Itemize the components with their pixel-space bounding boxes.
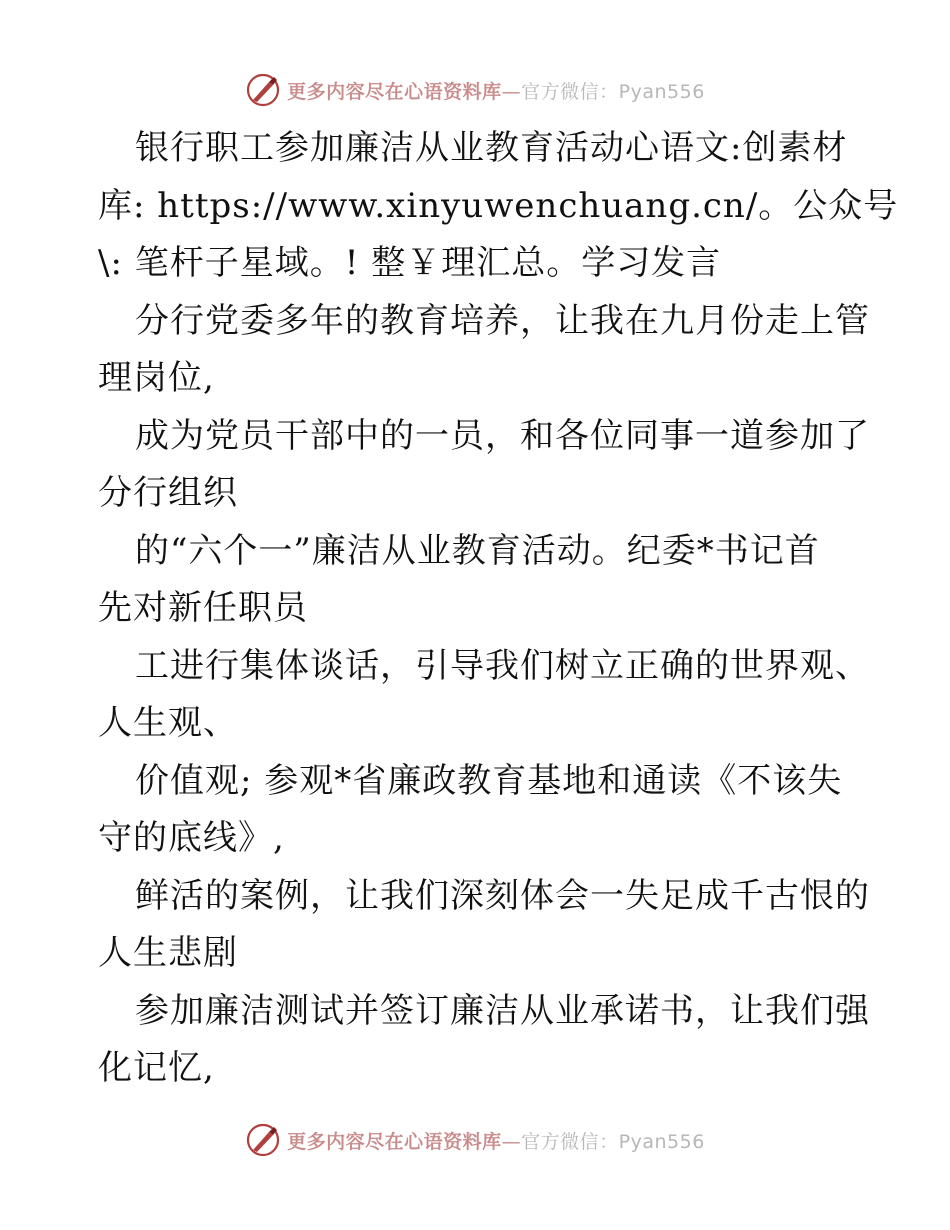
footer-banner <box>0 1120 950 1160</box>
text-line: 成为党员干部中的一员，和各位同事一道参加了 <box>135 415 870 456</box>
text-line: 库: https://www.xinyuwenchuang.cn/。公众号 <box>98 185 899 226</box>
text-line: 理岗位, <box>98 358 215 398</box>
fountain-pen-logo-icon <box>245 1122 281 1158</box>
text-line: 人生观、 <box>98 703 238 743</box>
text-line: 守的底线》, <box>98 818 285 858</box>
banner-text: 更多内容尽在心语资料库—官方微信：Pyan556 <box>287 1130 705 1153</box>
banner-text: 更多内容尽在心语资料库—官方微信：Pyan556 <box>287 80 705 103</box>
text-line: 参加廉洁测试并签订廉洁从业承诺书，让我们强 <box>135 990 870 1031</box>
text-line: 工进行集体谈话，引导我们树立正确的世界观、 <box>135 645 870 686</box>
text-line: 化记忆, <box>98 1048 215 1088</box>
text-line: 先对新任职员 <box>98 588 308 628</box>
text-line: 分行组织 <box>98 473 238 513</box>
text-line: 价值观; 参观*省廉政教育基地和通读《不该失 <box>135 760 843 801</box>
text-line: 的“六个一”廉洁从业教育活动。纪委*书记首 <box>135 530 820 571</box>
text-line: 银行职工参加廉洁从业教育活动心语文:创素材 <box>135 128 848 168</box>
document-body <box>98 120 899 1098</box>
fountain-pen-logo-icon <box>245 72 281 108</box>
text-line: \: 笔杆子星域。! 整￥理汇总。学习发言 <box>98 243 722 283</box>
header-banner <box>0 70 950 110</box>
text-line: 分行党委多年的教育培养，让我在九月份走上管 <box>135 300 870 341</box>
text-line: 人生悲剧 <box>98 933 238 973</box>
text-line: 鲜活的案例，让我们深刻体会一失足成千古恨的 <box>135 875 870 916</box>
